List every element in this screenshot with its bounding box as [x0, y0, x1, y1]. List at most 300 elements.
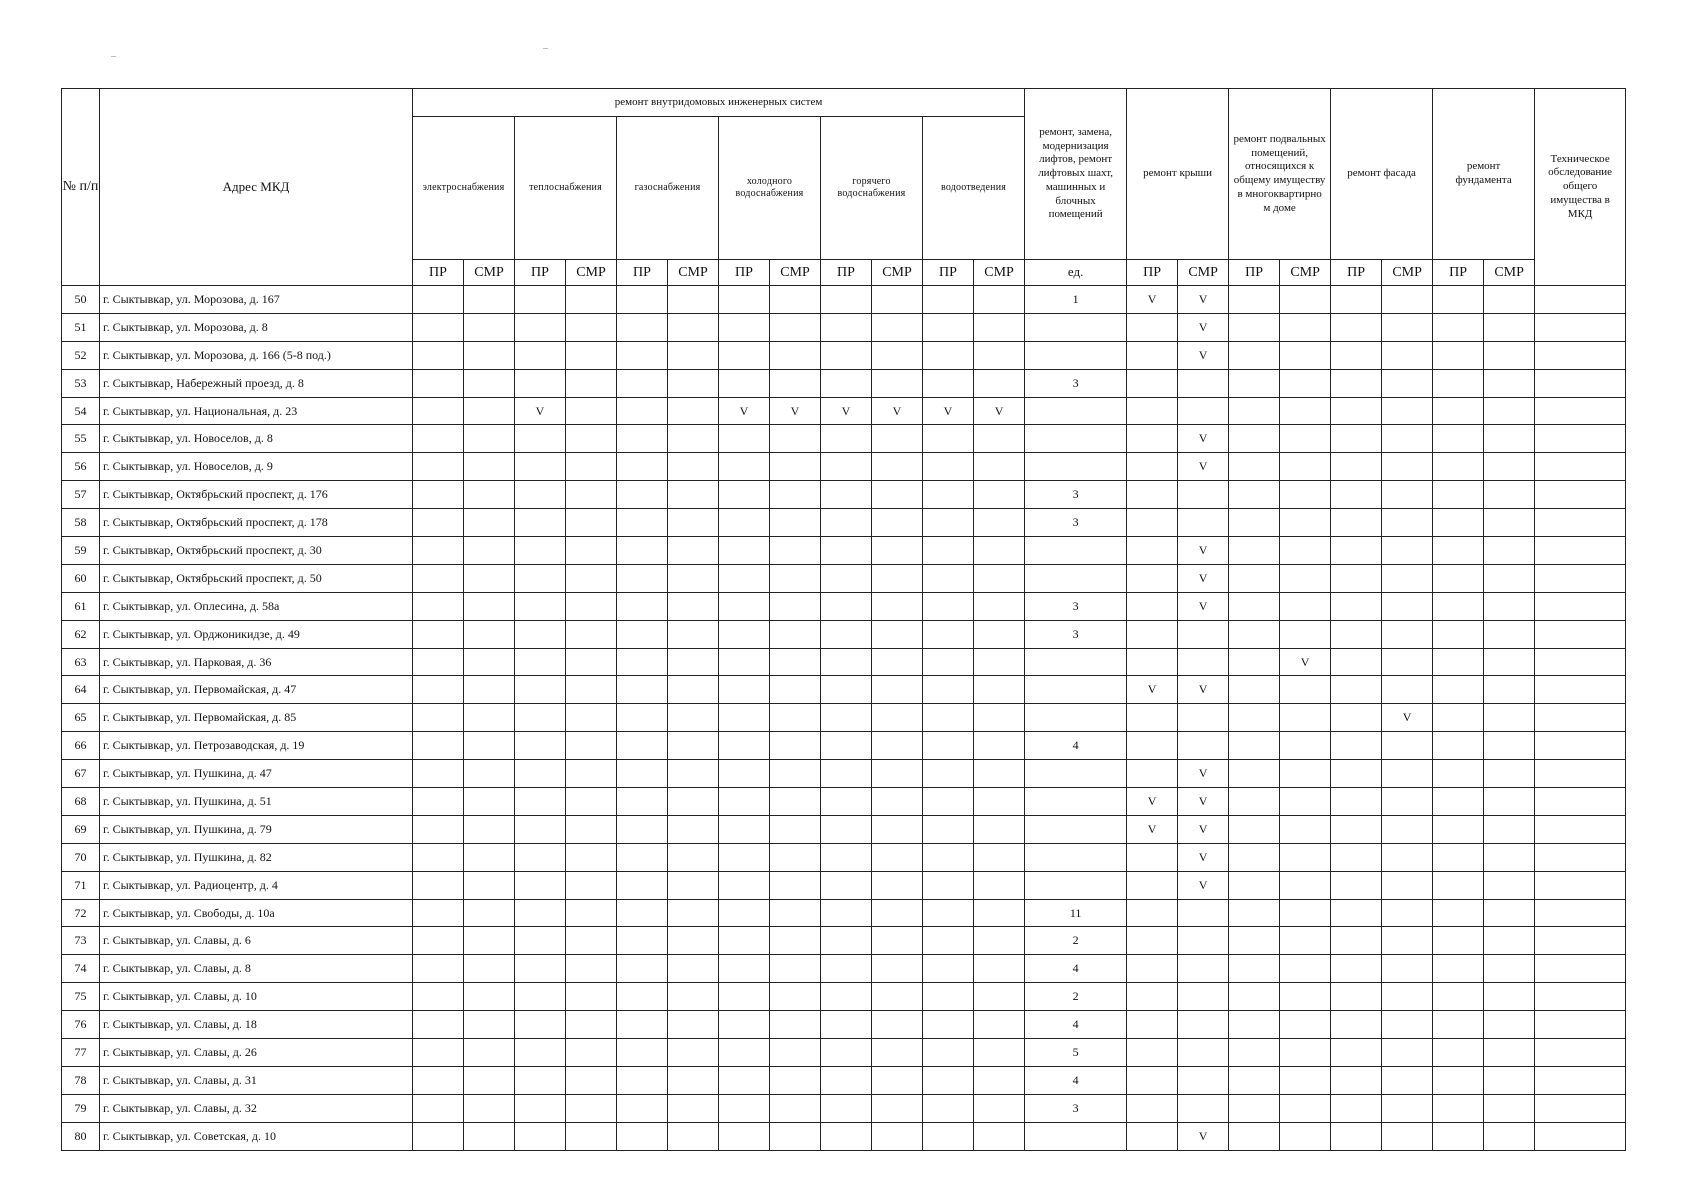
subheader-pr: ПР — [1331, 260, 1382, 286]
subheader-smr: СМР — [1484, 260, 1535, 286]
row-cell — [668, 955, 719, 983]
row-cell — [719, 648, 770, 676]
row-cell — [413, 564, 464, 592]
row-cell — [770, 537, 821, 565]
row-cell-inspection — [1535, 369, 1626, 397]
row-cell — [668, 286, 719, 314]
row-cell — [617, 1122, 668, 1150]
row-cell — [413, 369, 464, 397]
row-cell — [821, 509, 872, 537]
row-cell — [566, 871, 617, 899]
row-cell — [1382, 620, 1433, 648]
row-cell — [821, 341, 872, 369]
row-cell — [413, 509, 464, 537]
row-cell — [770, 648, 821, 676]
row-cell: V — [1178, 788, 1229, 816]
row-cell — [974, 927, 1025, 955]
row-cell — [1025, 788, 1127, 816]
scan-mark — [543, 48, 548, 49]
table-row — [62, 341, 1626, 369]
row-cell — [872, 676, 923, 704]
row-cell — [464, 1011, 515, 1039]
row-cell: 3 — [1025, 369, 1127, 397]
table-row — [62, 1039, 1626, 1067]
row-cell — [1382, 369, 1433, 397]
row-cell — [923, 313, 974, 341]
row-cell — [1280, 955, 1331, 983]
row-cell — [1127, 481, 1178, 509]
row-cell — [1433, 537, 1484, 565]
row-cell: V — [1127, 286, 1178, 314]
row-cell — [617, 676, 668, 704]
row-cell — [515, 955, 566, 983]
scan-mark — [111, 56, 116, 57]
row-number: 59 — [62, 537, 100, 565]
row-cell: 4 — [1025, 1066, 1127, 1094]
row-cell — [923, 1039, 974, 1067]
row-cell — [770, 732, 821, 760]
row-cell — [1127, 1011, 1178, 1039]
row-cell — [566, 732, 617, 760]
row-cell — [1484, 955, 1535, 983]
row-cell — [515, 509, 566, 537]
row-cell — [872, 955, 923, 983]
row-cell — [923, 537, 974, 565]
row-cell — [719, 509, 770, 537]
row-cell — [1127, 704, 1178, 732]
row-cell — [974, 1094, 1025, 1122]
row-cell — [974, 313, 1025, 341]
row-cell — [1127, 620, 1178, 648]
row-cell — [1484, 704, 1535, 732]
row-cell — [566, 313, 617, 341]
row-cell — [1127, 1122, 1178, 1150]
subheader-smr: СМР — [464, 260, 515, 286]
row-cell — [413, 843, 464, 871]
row-cell — [1433, 592, 1484, 620]
row-cell — [821, 1094, 872, 1122]
row-cell — [821, 648, 872, 676]
row-cell — [668, 927, 719, 955]
table-row — [62, 537, 1626, 565]
row-cell: V — [719, 397, 770, 425]
row-cell — [1178, 1094, 1229, 1122]
row-cell — [1127, 871, 1178, 899]
row-cell — [464, 815, 515, 843]
subheader-units: ед. — [1025, 260, 1127, 286]
row-cell — [1025, 815, 1127, 843]
row-cell: 2 — [1025, 927, 1127, 955]
row-number: 66 — [62, 732, 100, 760]
row-cell — [974, 1122, 1025, 1150]
row-cell — [1331, 453, 1382, 481]
row-cell — [464, 760, 515, 788]
row-cell — [719, 453, 770, 481]
row-cell: 4 — [1025, 732, 1127, 760]
row-cell — [617, 927, 668, 955]
row-cell — [1382, 1066, 1433, 1094]
row-cell — [1484, 537, 1535, 565]
row-cell — [1331, 843, 1382, 871]
row-cell — [1280, 481, 1331, 509]
row-cell — [1178, 899, 1229, 927]
row-cell — [821, 704, 872, 732]
row-cell — [1178, 732, 1229, 760]
row-cell — [719, 899, 770, 927]
row-cell — [413, 1122, 464, 1150]
subheader-pr: ПР — [923, 260, 974, 286]
table-row — [62, 1122, 1626, 1150]
row-cell — [464, 286, 515, 314]
row-cell-inspection — [1535, 871, 1626, 899]
row-cell — [413, 955, 464, 983]
row-cell: V — [1178, 313, 1229, 341]
row-number: 53 — [62, 369, 100, 397]
row-cell: V — [1178, 286, 1229, 314]
row-cell — [1331, 927, 1382, 955]
row-number: 74 — [62, 955, 100, 983]
table-row — [62, 509, 1626, 537]
row-cell — [974, 983, 1025, 1011]
repair-schedule-table — [61, 88, 1626, 1151]
row-cell: V — [1178, 815, 1229, 843]
row-cell — [1433, 676, 1484, 704]
row-cell — [464, 1122, 515, 1150]
row-cell — [566, 341, 617, 369]
row-cell — [515, 537, 566, 565]
row-cell — [464, 843, 515, 871]
table-row — [62, 676, 1626, 704]
row-cell — [515, 564, 566, 592]
row-cell — [566, 927, 617, 955]
row-cell — [1280, 815, 1331, 843]
row-cell — [770, 983, 821, 1011]
row-cell: V — [1382, 704, 1433, 732]
row-number: 68 — [62, 788, 100, 816]
row-cell — [1127, 453, 1178, 481]
row-cell — [974, 425, 1025, 453]
header-roof: ремонт крыши — [1127, 89, 1229, 260]
row-cell-inspection — [1535, 676, 1626, 704]
row-cell — [821, 815, 872, 843]
row-cell — [566, 286, 617, 314]
row-cell — [1280, 983, 1331, 1011]
row-number: 80 — [62, 1122, 100, 1150]
row-cell — [464, 983, 515, 1011]
row-cell — [1484, 1122, 1535, 1150]
row-cell — [1484, 425, 1535, 453]
row-cell — [1331, 1094, 1382, 1122]
row-cell — [1280, 425, 1331, 453]
row-cell — [617, 704, 668, 732]
row-cell — [1484, 1066, 1535, 1094]
row-cell — [413, 676, 464, 704]
row-cell-inspection — [1535, 843, 1626, 871]
subheader-pr: ПР — [515, 260, 566, 286]
row-cell — [617, 313, 668, 341]
row-cell — [617, 899, 668, 927]
row-cell — [1484, 648, 1535, 676]
table-row — [62, 815, 1626, 843]
row-cell — [1178, 481, 1229, 509]
row-cell: V — [1127, 676, 1178, 704]
row-cell — [821, 1011, 872, 1039]
row-cell — [821, 369, 872, 397]
row-cell — [1331, 732, 1382, 760]
row-cell — [1484, 509, 1535, 537]
row-cell — [1382, 537, 1433, 565]
row-cell — [1178, 983, 1229, 1011]
row-cell: V — [1280, 648, 1331, 676]
row-cell: 4 — [1025, 955, 1127, 983]
row-cell — [1025, 564, 1127, 592]
row-cell — [923, 927, 974, 955]
row-cell — [923, 899, 974, 927]
table-row — [62, 760, 1626, 788]
row-cell — [668, 620, 719, 648]
row-cell — [1025, 676, 1127, 704]
row-cell — [1280, 1011, 1331, 1039]
row-address: г. Сыктывкар, ул. Новоселов, д. 8 — [100, 425, 413, 453]
row-cell — [515, 620, 566, 648]
row-cell: 3 — [1025, 592, 1127, 620]
row-cell — [413, 286, 464, 314]
row-cell — [515, 369, 566, 397]
table-row — [62, 481, 1626, 509]
row-cell — [1331, 983, 1382, 1011]
row-cell — [770, 425, 821, 453]
row-cell — [668, 760, 719, 788]
row-cell — [719, 676, 770, 704]
row-number: 79 — [62, 1094, 100, 1122]
table-row — [62, 313, 1626, 341]
row-cell — [1127, 369, 1178, 397]
row-cell — [1025, 341, 1127, 369]
row-cell — [1229, 425, 1280, 453]
row-cell — [464, 481, 515, 509]
row-cell — [872, 369, 923, 397]
row-cell — [872, 843, 923, 871]
row-cell — [617, 341, 668, 369]
row-cell — [1229, 648, 1280, 676]
row-cell — [464, 732, 515, 760]
table-row — [62, 871, 1626, 899]
row-cell — [668, 397, 719, 425]
row-cell-inspection — [1535, 899, 1626, 927]
row-cell — [617, 955, 668, 983]
row-cell-inspection — [1535, 648, 1626, 676]
row-cell — [923, 369, 974, 397]
row-cell — [974, 843, 1025, 871]
row-cell — [1433, 843, 1484, 871]
row-cell — [719, 1011, 770, 1039]
row-cell: V — [1178, 453, 1229, 481]
row-cell — [770, 704, 821, 732]
row-cell — [464, 927, 515, 955]
row-cell — [1127, 843, 1178, 871]
row-cell — [1331, 537, 1382, 565]
row-cell — [1331, 425, 1382, 453]
row-cell-inspection — [1535, 425, 1626, 453]
row-cell — [1178, 1066, 1229, 1094]
row-cell: 5 — [1025, 1039, 1127, 1067]
row-cell — [821, 425, 872, 453]
row-cell — [566, 537, 617, 565]
row-cell — [413, 1039, 464, 1067]
row-cell — [413, 481, 464, 509]
row-cell — [413, 899, 464, 927]
row-address: г. Сыктывкар, ул. Славы, д. 6 — [100, 927, 413, 955]
row-cell — [566, 788, 617, 816]
row-cell — [821, 1066, 872, 1094]
row-cell — [719, 481, 770, 509]
row-cell — [1127, 1066, 1178, 1094]
row-cell — [974, 871, 1025, 899]
table-row — [62, 732, 1626, 760]
row-cell: 3 — [1025, 481, 1127, 509]
row-cell — [668, 425, 719, 453]
row-cell — [1127, 732, 1178, 760]
row-cell — [1331, 341, 1382, 369]
row-number: 50 — [62, 286, 100, 314]
row-number: 77 — [62, 1039, 100, 1067]
row-cell — [923, 788, 974, 816]
row-address: г. Сыктывкар, ул. Морозова, д. 166 (5-8 под.) — [100, 341, 413, 369]
row-cell — [770, 1011, 821, 1039]
subheader-pr: ПР — [413, 260, 464, 286]
row-cell — [515, 927, 566, 955]
row-cell — [974, 788, 1025, 816]
row-cell — [464, 955, 515, 983]
row-cell — [1229, 369, 1280, 397]
row-cell — [1025, 760, 1127, 788]
row-cell — [464, 1066, 515, 1094]
row-number: 61 — [62, 592, 100, 620]
row-cell — [1178, 1039, 1229, 1067]
row-cell — [1280, 871, 1331, 899]
row-cell — [770, 1122, 821, 1150]
row-cell — [1127, 397, 1178, 425]
row-cell — [821, 899, 872, 927]
row-cell — [1331, 899, 1382, 927]
header-electric: электроснабжения — [413, 117, 515, 260]
row-cell-inspection — [1535, 955, 1626, 983]
row-address: г. Сыктывкар, ул. Славы, д. 18 — [100, 1011, 413, 1039]
row-cell — [974, 537, 1025, 565]
row-cell — [515, 341, 566, 369]
row-address: г. Сыктывкар, Октябрьский проспект, д. 176 — [100, 481, 413, 509]
row-cell — [1229, 1011, 1280, 1039]
row-cell — [515, 1011, 566, 1039]
row-cell — [1433, 648, 1484, 676]
row-cell — [719, 313, 770, 341]
row-cell: 4 — [1025, 1011, 1127, 1039]
row-cell — [872, 704, 923, 732]
row-cell — [770, 1094, 821, 1122]
row-cell — [1127, 983, 1178, 1011]
row-address: г. Сыктывкар, ул. Орджоникидзе, д. 49 — [100, 620, 413, 648]
row-cell — [617, 1066, 668, 1094]
row-cell-inspection — [1535, 927, 1626, 955]
row-cell — [668, 983, 719, 1011]
row-cell — [872, 592, 923, 620]
row-cell — [668, 1094, 719, 1122]
row-cell — [1229, 788, 1280, 816]
row-cell — [1484, 481, 1535, 509]
row-cell — [974, 369, 1025, 397]
row-cell — [1229, 397, 1280, 425]
row-cell — [1331, 286, 1382, 314]
row-cell — [821, 843, 872, 871]
row-number: 54 — [62, 397, 100, 425]
subheader-pr: ПР — [719, 260, 770, 286]
row-cell — [1127, 1094, 1178, 1122]
row-cell — [668, 704, 719, 732]
row-cell — [515, 453, 566, 481]
row-address: г. Сыктывкар, ул. Национальная, д. 23 — [100, 397, 413, 425]
row-cell — [719, 564, 770, 592]
row-cell — [821, 927, 872, 955]
row-cell: V — [1178, 1122, 1229, 1150]
row-cell — [1433, 1039, 1484, 1067]
table-row — [62, 564, 1626, 592]
row-cell — [1229, 927, 1280, 955]
row-cell — [1484, 871, 1535, 899]
row-cell — [566, 676, 617, 704]
row-cell — [974, 704, 1025, 732]
row-cell — [413, 341, 464, 369]
row-cell — [1331, 1066, 1382, 1094]
row-cell — [1025, 397, 1127, 425]
row-cell — [923, 286, 974, 314]
row-address: г. Сыктывкар, ул. Славы, д. 32 — [100, 1094, 413, 1122]
row-cell — [719, 620, 770, 648]
row-cell — [770, 369, 821, 397]
row-cell — [770, 341, 821, 369]
row-cell — [1433, 564, 1484, 592]
row-address: г. Сыктывкар, ул. Первомайская, д. 47 — [100, 676, 413, 704]
row-cell — [1433, 1011, 1484, 1039]
row-cell — [668, 788, 719, 816]
row-cell — [1382, 564, 1433, 592]
row-cell — [515, 788, 566, 816]
row-cell — [1025, 704, 1127, 732]
row-cell: 2 — [1025, 983, 1127, 1011]
row-cell — [1280, 1066, 1331, 1094]
row-cell — [1484, 341, 1535, 369]
row-cell — [1025, 425, 1127, 453]
row-cell — [1229, 815, 1280, 843]
row-cell — [566, 620, 617, 648]
row-cell — [1433, 286, 1484, 314]
row-cell: V — [1178, 341, 1229, 369]
row-cell — [413, 313, 464, 341]
row-cell — [668, 453, 719, 481]
row-cell — [770, 313, 821, 341]
row-cell — [1382, 341, 1433, 369]
row-cell-inspection — [1535, 509, 1626, 537]
row-cell — [1280, 676, 1331, 704]
table-body — [62, 286, 1626, 1151]
row-cell — [719, 1094, 770, 1122]
row-number: 75 — [62, 983, 100, 1011]
row-cell — [1280, 1039, 1331, 1067]
row-cell — [1178, 927, 1229, 955]
row-number: 78 — [62, 1066, 100, 1094]
row-cell — [923, 732, 974, 760]
row-cell — [1484, 899, 1535, 927]
row-cell — [1127, 509, 1178, 537]
